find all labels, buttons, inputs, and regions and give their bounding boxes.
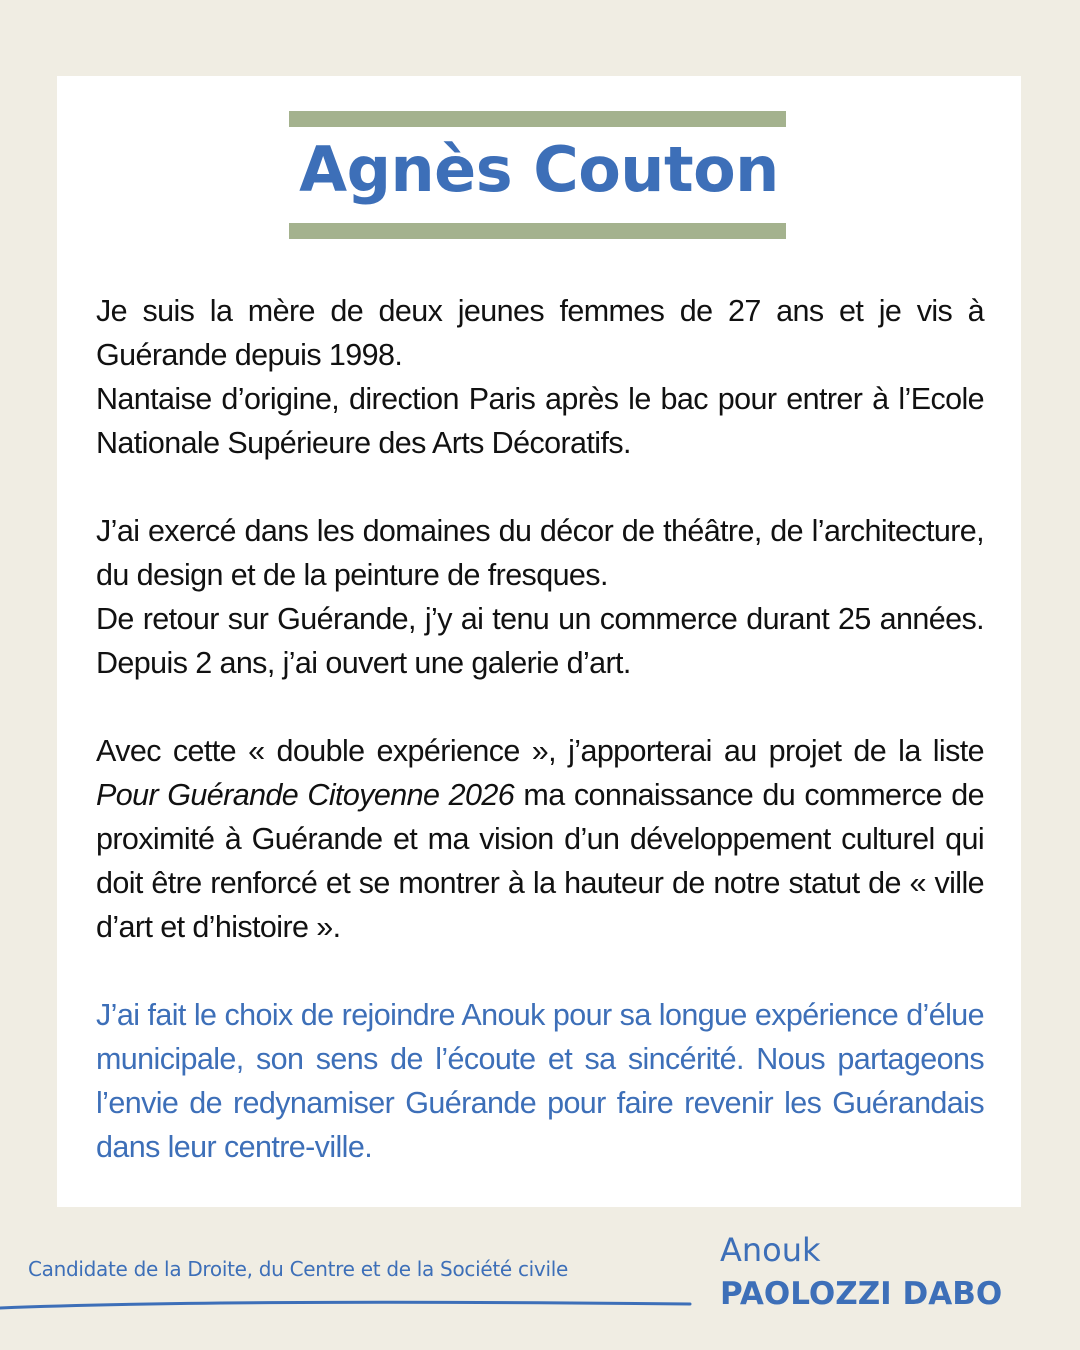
footer-underline <box>0 1290 700 1320</box>
bio-paragraph-origin <box>96 289 984 465</box>
list-name: Pour Guérande Citoyenne 2026 <box>96 778 515 812</box>
project-text-before: Avec cette « double expérience », j’apporterai au projet de la liste <box>96 734 984 768</box>
bio-line-project <box>96 729 984 949</box>
title-bar-top <box>289 111 786 127</box>
bio-paragraph-project <box>96 729 984 949</box>
bio-line-commerce: De retour sur Guérande, j’y ai tenu un commerce durant 25 années. Depuis 2 ans, j’ai ouvert une galerie d’art. <box>96 602 984 680</box>
content-card <box>57 76 1021 1207</box>
project-text-after: ma connaissance du commerce de proximité à Guérande et ma vision d’un développement culturel qui doit être renforcé et se montrer à la hauteur de notre statut de « ville d’art et d’histoire ». <box>96 778 984 944</box>
candidate-last-name: PAOLOZZI DABO <box>720 1276 1003 1312</box>
bio-line-family: Je suis la mère de deux jeunes femmes de 27 ans et je vis à Guérande depuis 1998. <box>96 294 984 372</box>
bio-text <box>96 289 984 1169</box>
bio-line-studies: Nantaise d’origine, direction Paris après le bac pour entrer à l’Ecole Nationale Supérieure des Arts Décoratifs. <box>96 382 984 460</box>
page-title: Agnès Couton <box>299 133 779 206</box>
candidate-first-name: Anouk <box>720 1231 821 1269</box>
footer-tagline: Candidate de la Droite, du Centre et de la Société civile <box>28 1257 568 1281</box>
title-bar-bottom <box>289 223 786 239</box>
bio-paragraph-choice <box>96 993 984 1169</box>
bio-line-domains: J’ai exercé dans les domaines du décor de théâtre, de l’architecture, du design et de la peinture de fresques. <box>96 514 984 592</box>
bio-line-choice: J’ai fait le choix de rejoindre Anouk pour sa longue expérience d’élue municipale, son sens de l’écoute et sa sincérité. Nous partageons l’envie de redynamiser Guérande pour faire revenir les Guérandais dans leur centre-ville. <box>96 998 984 1164</box>
bio-paragraph-career <box>96 509 984 685</box>
